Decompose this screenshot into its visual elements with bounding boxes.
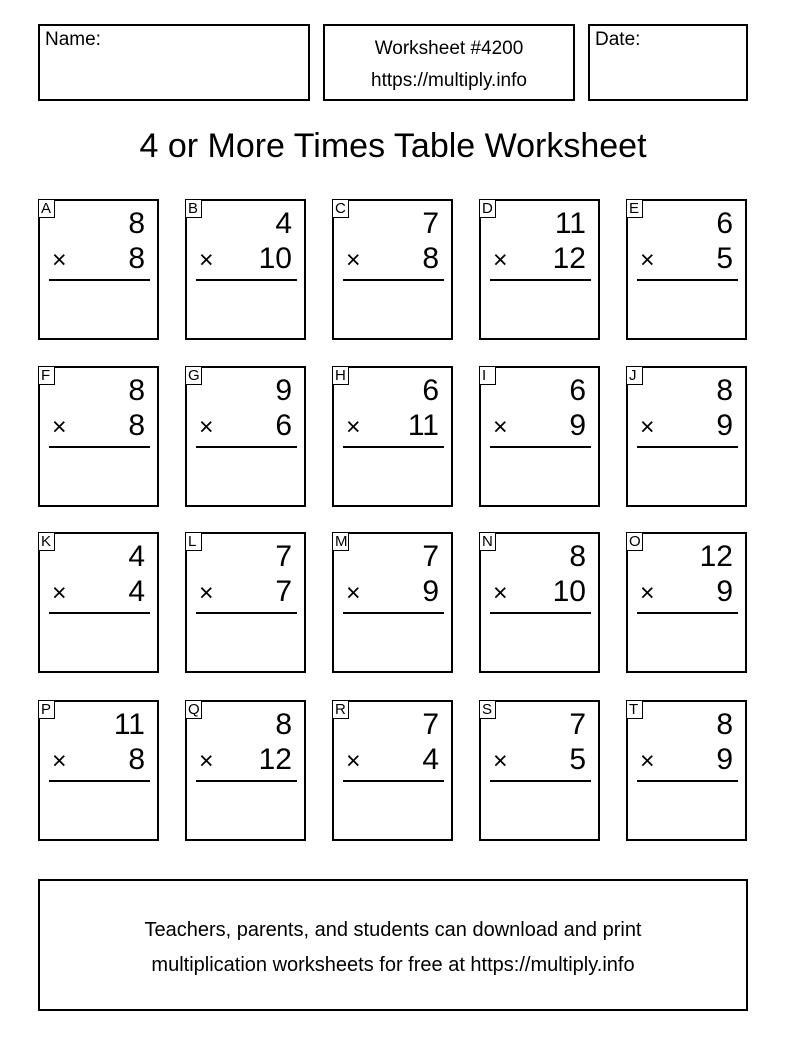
answer-line [196,612,297,614]
answer-line [196,780,297,782]
answer-line [490,612,591,614]
problem-card [185,366,306,507]
problem-letter: R [332,700,349,719]
multiplier: 9 [716,575,733,608]
multiplicand: 4 [275,207,292,240]
problem-letter: O [626,532,643,551]
multiplicand: 8 [716,708,733,741]
times-sign: × [640,413,655,441]
problem-letter: E [626,199,643,218]
problem-letter: F [38,366,55,385]
times-sign: × [199,246,214,274]
problem-card [626,532,747,673]
problem-card [185,532,306,673]
worksheet-info-box [323,24,575,101]
multiplicand: 11 [113,708,145,741]
answer-line [637,279,738,281]
problem-card [626,700,747,841]
problem-card [38,366,159,507]
multiplier: 8 [128,743,145,776]
multiplicand: 11 [554,207,586,240]
problem-letter: I [479,366,496,385]
answer-line [637,446,738,448]
multiplier: 8 [128,242,145,275]
answer-line [49,279,150,281]
multiplier: 7 [275,575,292,608]
multiplier: 5 [716,242,733,275]
answer-line [343,612,444,614]
problem-card [38,199,159,340]
problem-letter: B [185,199,202,218]
times-sign: × [346,579,361,607]
worksheet-number: Worksheet #4200 [374,38,524,59]
multiplicand: 8 [569,540,586,573]
times-sign: × [52,747,67,775]
times-sign: × [493,413,508,441]
multiplier: 10 [258,242,292,275]
answer-line [343,780,444,782]
answer-line [490,279,591,281]
date-box [588,24,748,101]
multiplier: 8 [422,242,439,275]
times-sign: × [493,579,508,607]
times-sign: × [493,246,508,274]
multiplicand: 8 [128,207,145,240]
answer-line [490,446,591,448]
problem-letter: S [479,700,496,719]
multiplier: 5 [569,743,586,776]
answer-line [49,780,150,782]
problem-card [332,700,453,841]
multiplier: 4 [422,743,439,776]
problem-letter: L [185,532,202,551]
answer-line [637,780,738,782]
times-sign: × [640,747,655,775]
problem-card [38,532,159,673]
multiplicand: 7 [275,540,292,573]
answer-line [343,446,444,448]
problem-card [38,700,159,841]
problem-letter: T [626,700,643,719]
times-sign: × [640,579,655,607]
multiplicand: 6 [569,374,586,407]
times-sign: × [52,579,67,607]
problem-card [479,700,600,841]
multiplier: 9 [716,409,733,442]
name-box [38,24,310,101]
multiplicand: 6 [716,207,733,240]
times-sign: × [346,246,361,274]
times-sign: × [346,413,361,441]
multiplier: 10 [552,575,586,608]
problem-letter: Q [185,700,202,719]
multiplicand: 8 [716,374,733,407]
problem-card [332,366,453,507]
times-sign: × [52,413,67,441]
times-sign: × [640,246,655,274]
problem-letter: H [332,366,349,385]
multiplicand: 12 [699,540,733,573]
problem-letter: J [626,366,643,385]
answer-line [196,279,297,281]
problem-card [185,199,306,340]
multiplier: 12 [552,242,586,275]
multiplicand: 8 [128,374,145,407]
multiplier: 9 [716,743,733,776]
footer-line-2: multiplication worksheets for free at https://multiply.info [151,954,635,976]
problem-card [479,532,600,673]
footer-line-1: Teachers, parents, and students can download and print [144,919,642,941]
times-sign: × [493,747,508,775]
multiplier: 9 [422,575,439,608]
multiplier: 9 [569,409,586,442]
multiplicand: 7 [422,708,439,741]
problem-letter: P [38,700,55,719]
problem-card [332,199,453,340]
footer-box [38,879,748,1011]
multiplicand: 8 [275,708,292,741]
problem-letter: K [38,532,55,551]
multiplier: 11 [407,409,439,442]
worksheet-website: https://multiply.info [371,70,527,91]
problem-letter: G [185,366,202,385]
multiplier: 8 [128,409,145,442]
times-sign: × [52,246,67,274]
answer-line [490,780,591,782]
problem-card [626,199,747,340]
date-label: Date: [595,29,641,50]
multiplicand: 7 [569,708,586,741]
problem-card [479,366,600,507]
answer-line [49,446,150,448]
answer-line [343,279,444,281]
multiplicand: 7 [422,207,439,240]
answer-line [196,446,297,448]
problem-letter: M [332,532,349,551]
times-sign: × [199,413,214,441]
times-sign: × [346,747,361,775]
multiplier: 6 [275,409,292,442]
multiplier: 12 [258,743,292,776]
problem-letter: C [332,199,349,218]
problem-card [626,366,747,507]
multiplicand: 6 [422,374,439,407]
name-label: Name: [45,29,101,50]
problem-card [332,532,453,673]
answer-line [637,612,738,614]
problem-letter: N [479,532,496,551]
multiplicand: 9 [275,374,292,407]
answer-line [49,612,150,614]
problem-letter: D [479,199,496,218]
page-title: 4 or More Times Table Worksheet [139,127,647,165]
problem-card [185,700,306,841]
problem-letter: A [38,199,55,218]
multiplier: 4 [128,575,145,608]
times-sign: × [199,747,214,775]
multiplicand: 7 [422,540,439,573]
multiplicand: 4 [128,540,145,573]
problem-card [479,199,600,340]
times-sign: × [199,579,214,607]
